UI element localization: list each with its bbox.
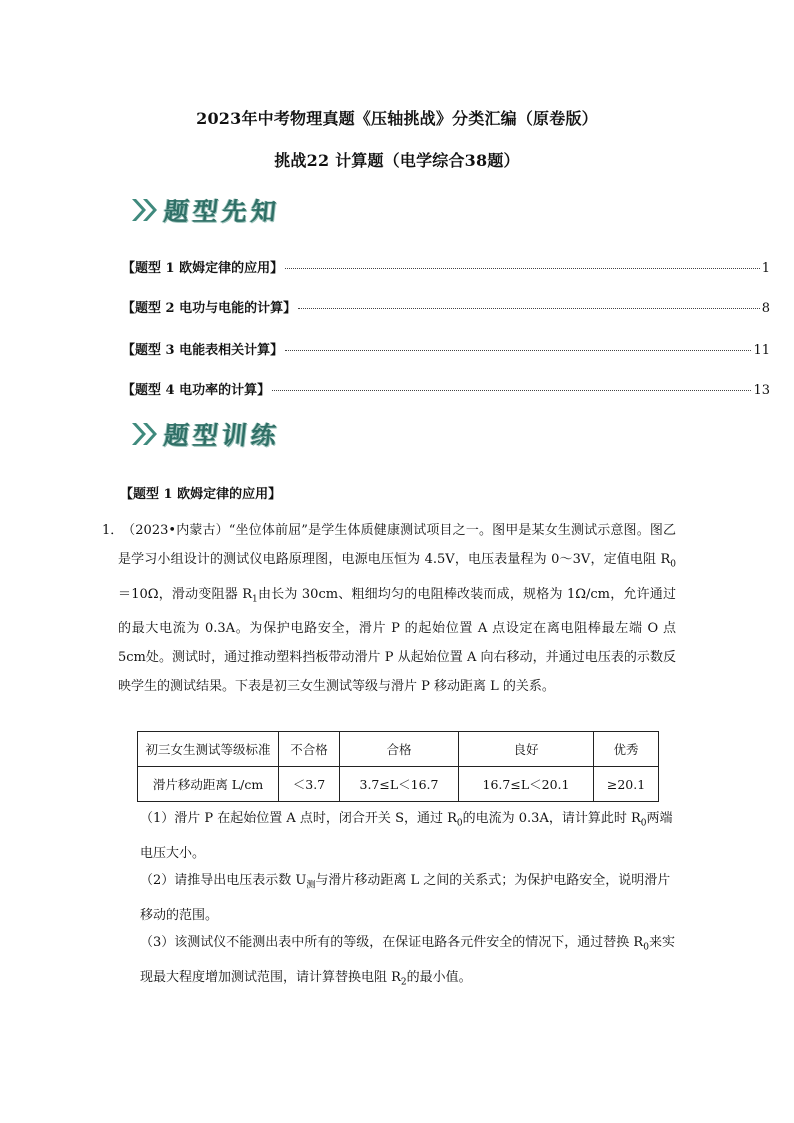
table-row	[138, 732, 659, 767]
toc-item[interactable]	[122, 339, 770, 358]
toc-item-page: 13	[753, 383, 770, 398]
toc-leader-dots	[285, 268, 760, 269]
toc-item-page: 1	[761, 261, 770, 276]
question-text-part: 的电流为 0.3A，请计算此时 R	[462, 811, 641, 826]
subscript: 2	[400, 977, 407, 988]
question-text-part: （2）请推导出电压表示数 U	[140, 873, 307, 888]
overview-banner	[130, 194, 280, 226]
double-chevron-icon	[130, 196, 160, 224]
toc-leader-dots	[298, 308, 760, 309]
toc-item[interactable]	[122, 297, 770, 316]
question-3	[122, 928, 678, 997]
document-title: 2023年中考物理真题《压轴挑战》分类汇编（原卷版）	[196, 109, 598, 128]
table-cell: 良好	[459, 732, 594, 767]
toc-leader-dots	[285, 350, 751, 351]
subscript: 0	[640, 818, 647, 829]
overview-banner-text: 题型先知	[162, 197, 282, 226]
problem-text-part: 由长为 30cm、粗细均匀的电阻棒改装而成，规格为 1Ω/cm，允许通过的最大电流为 0.3A。为保护电路安全，滑片 P 的起始位置 A 点设定在离电阻棒最左端 O 点 5cm处。测试时，通过推动塑料挡板带动滑片 P 从起始位置 A 向右移动，并通过电压表的示数反映学生的测试结果。下表是初三女生测试等级与滑片 P 移动距离 L 的关系。	[118, 586, 677, 695]
table-cell: 滑片移动距离 L/cm	[138, 767, 279, 802]
table-cell: 初三女生测试等级标准	[138, 732, 279, 767]
toc-item[interactable]	[122, 257, 770, 276]
question-text-part: 的最小值。	[406, 969, 472, 985]
problem-number: 1．	[102, 523, 124, 538]
table-cell: ＜3.7	[279, 767, 340, 802]
document-subtitle: 挑战22 计算题（电学综合38题）	[274, 151, 520, 170]
problem-statement	[102, 516, 677, 701]
question-text-part: （3）该测试仪不能测出表中所有的等级，在保证电路各元件安全的情况下，通过替换 R	[140, 935, 644, 950]
toc-item-label: 【题型 3 电能表相关计算】	[122, 343, 284, 358]
training-banner-text: 题型训练	[162, 421, 282, 450]
toc-leader-dots	[272, 390, 751, 391]
subscript: 0	[670, 559, 676, 570]
toc-item-page: 11	[753, 343, 770, 358]
question-text-part: 两端电压大小。	[140, 811, 673, 861]
toc-item-label: 【题型 4 电功率的计算】	[122, 383, 271, 398]
question-2	[122, 866, 678, 930]
subscript: 测	[306, 880, 316, 891]
subscript: 0	[456, 818, 463, 829]
problem-text-part: （2023•内蒙古）“坐位体前屈”是学生体质健康测试项目之一。图甲是某女生测试示意图。图乙是学习小组设计的测试仪电路原理图，电源电压恒为 4.5V，电压表量程为 0～3V，定值电阻 R	[118, 523, 676, 567]
table-row	[138, 767, 659, 802]
question-text-part: 来实现最大程度增加测试范围，请计算替换电阻 R	[140, 935, 675, 985]
double-chevron-icon	[130, 420, 160, 448]
question-text-part: 与滑片移动距离 L 之间的关系式；为保护电路安全，说明滑片移动的范围。	[140, 873, 671, 923]
question-1	[122, 804, 678, 868]
table-cell: 不合格	[279, 732, 340, 767]
grade-table	[137, 731, 659, 802]
section-heading: 【题型 1 欧姆定律的应用】	[120, 487, 282, 502]
table-cell: ≥20.1	[594, 767, 659, 802]
table-cell: 3.7≤L＜16.7	[340, 767, 459, 802]
table-cell: 16.7≤L＜20.1	[459, 767, 594, 802]
toc-item-label: 【题型 2 电功与电能的计算】	[122, 301, 297, 316]
toc-item-label: 【题型 1 欧姆定律的应用】	[122, 261, 284, 276]
problem-text-part: ＝10Ω，滑动变阻器 R	[118, 586, 253, 602]
toc-item-page: 8	[761, 301, 770, 316]
toc-item[interactable]	[122, 379, 770, 398]
training-banner	[130, 418, 280, 450]
table-cell: 合格	[340, 732, 459, 767]
table-cell: 优秀	[594, 732, 659, 767]
subscript: 0	[643, 942, 649, 953]
question-text-part: （1）滑片 P 在起始位置 A 点时，闭合开关 S，通过 R	[140, 811, 457, 826]
subscript: 1	[252, 594, 258, 605]
